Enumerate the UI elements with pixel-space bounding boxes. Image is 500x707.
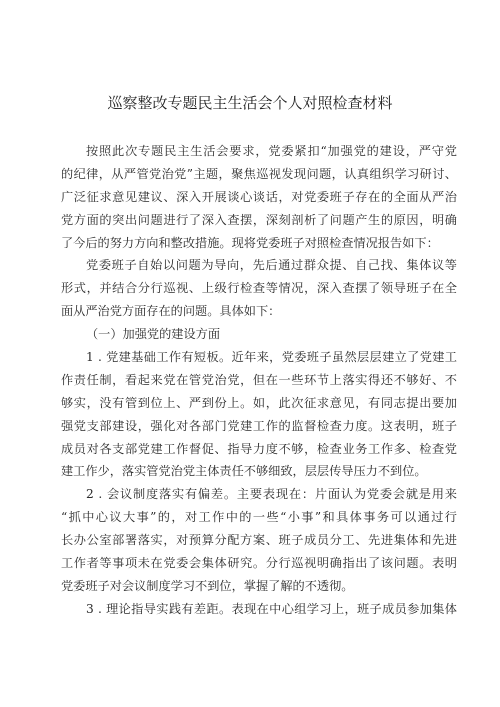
paragraph-line: 面从严治党方面存在的问题。具体如下： [61, 304, 281, 319]
document-title: 巡察整改专题民主生活会个人对照检查材料 [107, 94, 393, 112]
paragraph-line: 党委班子对会议制度学习不到位，掌握了解的不透彻。 [61, 578, 354, 593]
paragraph-line: 2 . 会议制度落实有偏差。主要表现在：片面认为党委会就是用来 [86, 487, 457, 502]
paragraph-line: 广泛征求意见建议、深入开展谈心谈话，对党委班子存在的全面从严治 [61, 189, 457, 204]
paragraph-line: 成员对各支部党建工作督促、指导力度不够，检查业务工作多、检查党 [61, 441, 457, 456]
paragraph-line: 的纪律，从严管党治党”主题，聚焦巡视发现问题，认真组织学习研讨、 [61, 166, 457, 181]
paragraph-line: 作责任制，看起来党在管党治党，但在一些环节上落实得还不够好、不 [61, 372, 457, 387]
paragraph-line: 党方面的突出问题进行了深入查摆，深刻剖析了问题产生的原因，明确 [61, 212, 457, 227]
paragraph-line: 按照此次专题民主生活会要求，党委紧扣“加强党的建设，严守党 [86, 144, 457, 158]
paragraph-line: 强党支部建设，强化对各部门党建工作的监督检查力度。这表明，班子 [61, 418, 457, 433]
paragraph-line: 3 . 理论指导实践有差距。表现在中心组学习上，班子成员参加集体 [86, 601, 457, 616]
paragraph-line: 够实，没有管到位上、严到份上。如，此次征求意见，有同志提出要加 [61, 395, 457, 410]
paragraph-line: 形式，并结合分行巡视、上级行检查等情况，深入查摆了领导班子在全 [61, 281, 457, 296]
paragraph-line: 1 . 党建基础工作有短板。近年来，党委班子虽然层层建立了党建工 [86, 350, 457, 365]
paragraph-line: 党委班子自始以问题为导向，先后通过群众提、自己找、集体议等 [86, 258, 457, 273]
paragraph-line: 建工作少，落实管党治党主体责任不够细致，层层传导压力不到位。 [61, 464, 427, 479]
paragraph-line: （一）加强党的建设方面 [86, 327, 221, 342]
paragraph-line: 了今后的努力方向和整改措施。现将党委班子对照检查情况报告如下： [61, 235, 439, 250]
paragraph-line: 长办公室部署落实，对预算分配方案、班子成员分工、先进集体和先进 [61, 533, 457, 548]
document-body [61, 140, 457, 621]
paragraph-line: 工作者等事项未在党委会集体研究。分行巡视明确指出了该问题。表明 [61, 556, 457, 571]
paragraph-line: “抓中心议大事”的，对工作中的一些“小事”和具体事务可以通过行 [61, 510, 457, 525]
